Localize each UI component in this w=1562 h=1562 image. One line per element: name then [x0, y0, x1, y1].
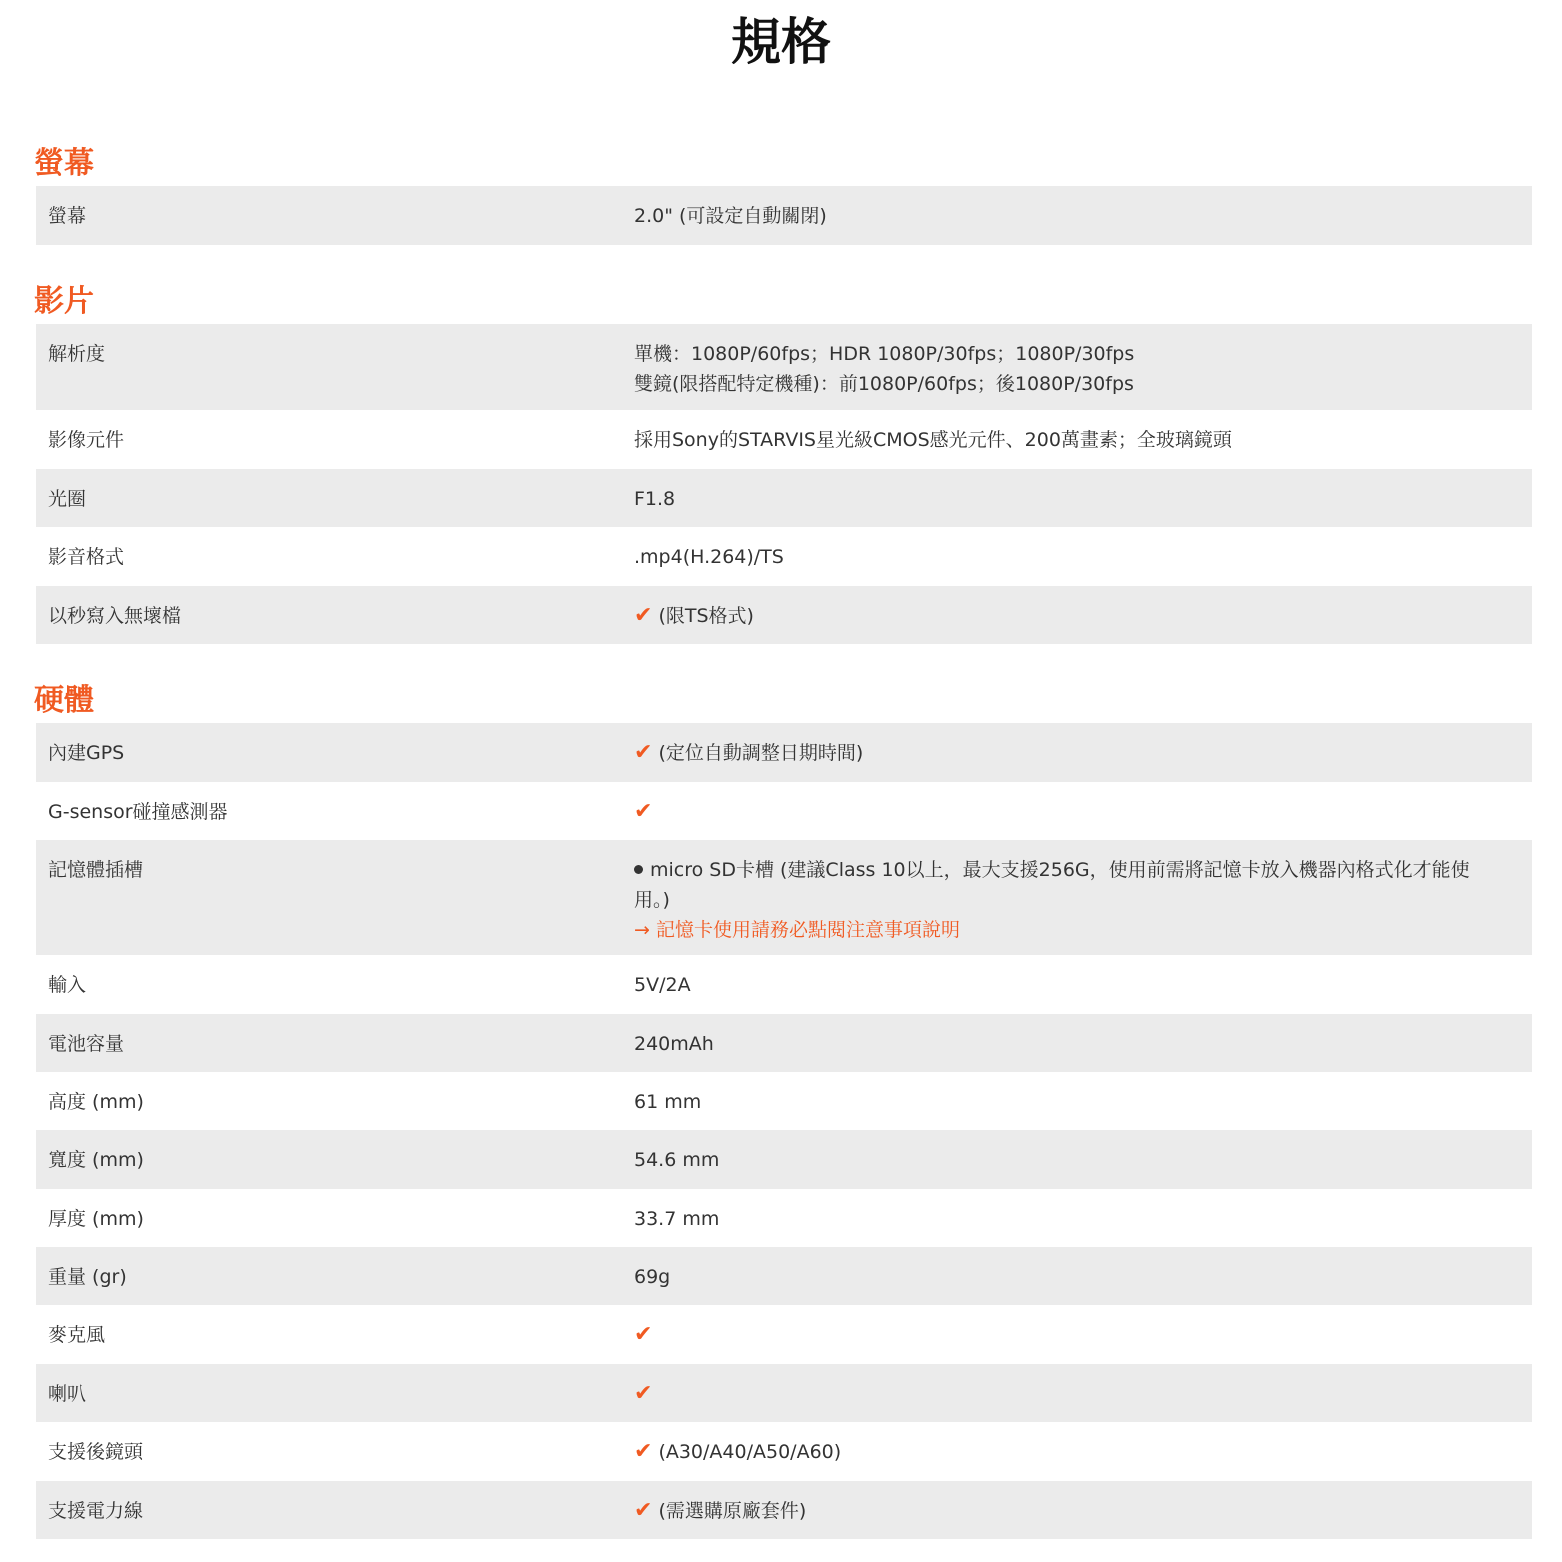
spec-row-format [36, 527, 1532, 586]
memory-card-notice-link[interactable]: → 記憶卡使用請務必點閱注意事項說明 [634, 919, 960, 941]
spec-row-power-cable [36, 1481, 1532, 1539]
spec-row-depth [36, 1189, 1532, 1247]
spec-row-gps [36, 723, 1532, 782]
spec-label: 高度 (mm) [48, 1091, 144, 1113]
spec-label: 寬度 (mm) [48, 1149, 144, 1171]
spec-label: 支援後鏡頭 [48, 1441, 144, 1463]
spec-row-width [36, 1130, 1532, 1189]
spec-value [634, 1437, 1532, 1467]
spec-row-battery [36, 1014, 1532, 1072]
spec-row-aperture [36, 469, 1532, 527]
spec-row-screen [36, 186, 1532, 245]
spec-value-note: (限TS格式) [658, 605, 754, 627]
spec-label: 輸入 [48, 974, 87, 996]
checkmark-icon: ✔ [634, 603, 653, 628]
spec-label: G-sensor碰撞感測器 [48, 801, 228, 823]
spec-label: 記憶體插槽 [48, 859, 144, 881]
spec-row-rear-camera [36, 1422, 1532, 1481]
spec-value: 33.7 mm [634, 1208, 720, 1230]
spec-value: 61 mm [634, 1091, 702, 1113]
spec-value: 2.0" (可設定自動關閉) [634, 205, 827, 227]
spec-label: 影音格式 [48, 546, 125, 568]
checkmark-icon: ✔ [634, 1381, 653, 1406]
spec-value [634, 738, 1532, 768]
spec-value: 240mAh [634, 1033, 714, 1055]
section-title-hardware: 硬體 [34, 683, 94, 718]
checkmark-icon: ✔ [634, 1498, 653, 1523]
bullet-icon [634, 865, 643, 874]
spec-value: F1.8 [634, 488, 676, 510]
spec-label: 重量 (gr) [48, 1266, 127, 1288]
spec-value [634, 797, 1532, 827]
spec-label: 光圈 [48, 488, 87, 510]
spec-row-lossless [36, 586, 1532, 644]
spec-row-speaker [36, 1364, 1532, 1422]
spec-value: 69g [634, 1266, 671, 1288]
page-title: 規格 [731, 13, 831, 71]
spec-row-height [36, 1072, 1532, 1130]
spec-row-sensor [36, 410, 1532, 469]
checkmark-icon: ✔ [634, 1322, 653, 1347]
checkmark-icon: ✔ [634, 740, 653, 765]
resolution-dual: 雙鏡(限搭配特定機種)：前1080P/60fps；後1080P/30fps [634, 373, 1134, 395]
section-screen [36, 142, 1532, 245]
spec-label: 螢幕 [48, 205, 87, 227]
spec-label: 厚度 (mm) [48, 1208, 144, 1230]
spec-row-resolution [36, 324, 1532, 410]
spec-label: 影像元件 [48, 429, 125, 451]
spec-value [634, 1379, 1532, 1409]
section-title-screen: 螢幕 [34, 146, 94, 181]
spec-row-gsensor [36, 782, 1532, 840]
resolution-single: 單機：1080P/60fps；HDR 1080P/30fps；1080P/30fps [634, 343, 1135, 365]
spec-row-memory-slot [36, 840, 1532, 955]
spec-value: 採用Sony的STARVIS星光級CMOS感光元件、200萬畫素；全玻璃鏡頭 [634, 429, 1232, 451]
spec-row-microphone [36, 1305, 1532, 1364]
spec-row-weight [36, 1247, 1532, 1305]
spec-value [634, 1496, 1532, 1526]
section-title-video: 影片 [34, 284, 94, 319]
spec-value-note: (需選購原廠套件) [658, 1500, 807, 1522]
spec-label: 內建GPS [48, 742, 125, 764]
spec-label: 麥克風 [48, 1324, 106, 1346]
spec-label: 電池容量 [48, 1033, 125, 1055]
spec-value: 54.6 mm [634, 1149, 720, 1171]
checkmark-icon: ✔ [634, 799, 653, 824]
checkmark-icon: ✔ [634, 1439, 653, 1464]
spec-value: 5V/2A [634, 974, 691, 996]
spec-label: 喇叭 [48, 1383, 87, 1405]
spec-label: 以秒寫入無壞檔 [48, 605, 182, 627]
spec-value-note: (A30/A40/A50/A60) [658, 1441, 842, 1463]
spec-label: 解析度 [48, 343, 106, 365]
section-video [36, 280, 1532, 644]
spec-value [634, 1320, 1532, 1350]
section-hardware [36, 679, 1532, 1539]
spec-value: .mp4(H.264)/TS [634, 546, 784, 568]
spec-row-input [36, 955, 1532, 1014]
spec-value-note: (定位自動調整日期時間) [658, 742, 864, 764]
spec-label: 支援電力線 [48, 1500, 144, 1522]
spec-value [634, 601, 1532, 631]
spec-value [634, 855, 1532, 945]
memory-slot-text: micro SD卡槽 (建議Class 10以上，最大支援256G，使用前需將記憶卡放入機器內格式化才能使用。) [634, 859, 1470, 911]
spec-value [634, 339, 1532, 399]
